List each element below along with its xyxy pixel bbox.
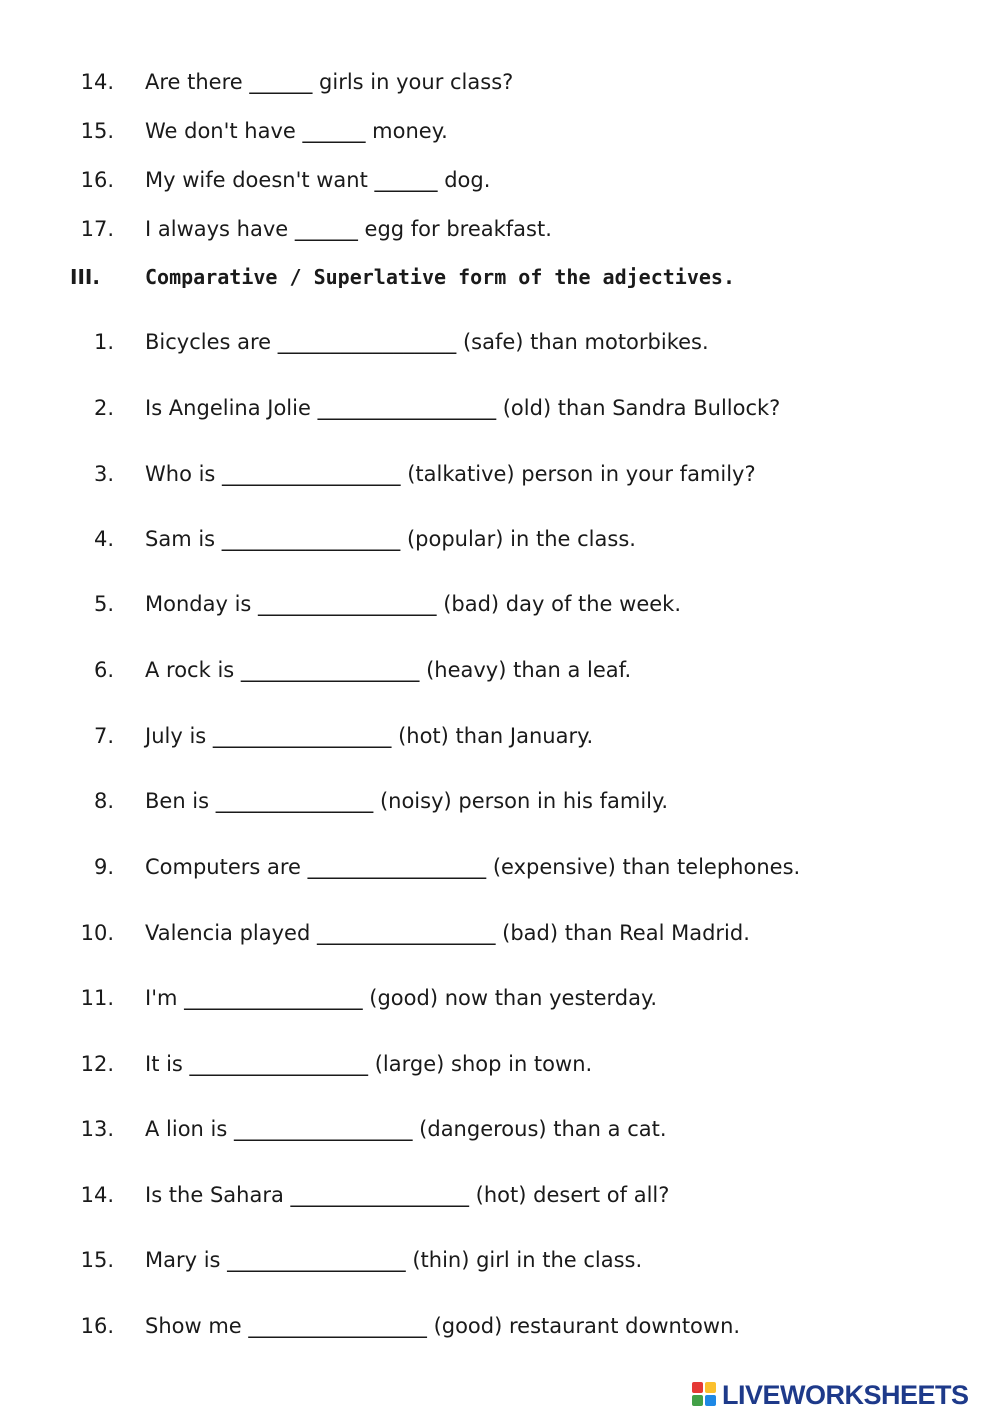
logo-icon <box>692 1382 718 1408</box>
question-number: 13. <box>80 1117 114 1141</box>
question-text: Show me _________________ (good) restaurant downtown. <box>145 1314 741 1338</box>
question-number: 14. <box>80 1183 114 1207</box>
question-text: Mary is _________________ (thin) girl in the class. <box>145 1248 643 1272</box>
section-numeral: III. <box>70 265 100 289</box>
question-number: 1. <box>93 330 114 354</box>
question-text: Who is _________________ (talkative) person in your family? <box>145 462 756 486</box>
question-number: 16. <box>80 1314 114 1338</box>
question-text: Sam is _________________ (popular) in the class. <box>145 527 636 551</box>
question-number: 17. <box>80 217 114 241</box>
liveworksheets-logo <box>692 1378 969 1412</box>
question-number: 7. <box>93 724 114 748</box>
question-number: 2. <box>93 396 114 420</box>
question-text: We don't have ______ money. <box>145 119 448 143</box>
question-number: 15. <box>80 1248 114 1272</box>
question-number: 3. <box>93 462 114 486</box>
question-number: 6. <box>93 658 114 682</box>
question-text: Is the Sahara _________________ (hot) desert of all? <box>145 1183 670 1207</box>
question-number: 4. <box>93 527 114 551</box>
logo-text: LIVEWORKSHEETS <box>722 1379 969 1410</box>
question-text: A rock is _________________ (heavy) than a leaf. <box>145 658 632 682</box>
question-text: My wife doesn't want ______ dog. <box>145 168 491 192</box>
question-text: Ben is _______________ (noisy) person in his family. <box>145 789 669 813</box>
question-number: 14. <box>80 70 114 94</box>
question-text: I'm _________________ (good) now than yesterday. <box>145 986 658 1010</box>
question-text: A lion is _________________ (dangerous) than a cat. <box>145 1117 667 1141</box>
question-number: 11. <box>80 986 114 1010</box>
question-text: Computers are _________________ (expensive) than telephones. <box>145 855 801 879</box>
question-text: It is _________________ (large) shop in town. <box>145 1052 593 1076</box>
question-number: 9. <box>93 855 114 879</box>
question-text: July is _________________ (hot) than January. <box>145 724 594 748</box>
question-number: 15. <box>80 119 114 143</box>
question-number: 5. <box>93 592 114 616</box>
question-text: Bicycles are _________________ (safe) than motorbikes. <box>145 330 709 354</box>
question-text: I always have ______ egg for breakfast. <box>145 217 552 241</box>
question-text: Is Angelina Jolie _________________ (old) than Sandra Bullock? <box>145 396 781 420</box>
question-text: Monday is _________________ (bad) day of the week. <box>145 592 682 616</box>
question-number: 8. <box>93 789 114 813</box>
question-text: Valencia played _________________ (bad) than Real Madrid. <box>145 921 750 945</box>
question-number: 10. <box>80 921 114 945</box>
question-number: 16. <box>80 168 114 192</box>
section-title: Comparative / Superlative form of the adjectives. <box>145 265 736 289</box>
question-text: Are there ______ girls in your class? <box>145 70 514 94</box>
question-number: 12. <box>80 1052 114 1076</box>
